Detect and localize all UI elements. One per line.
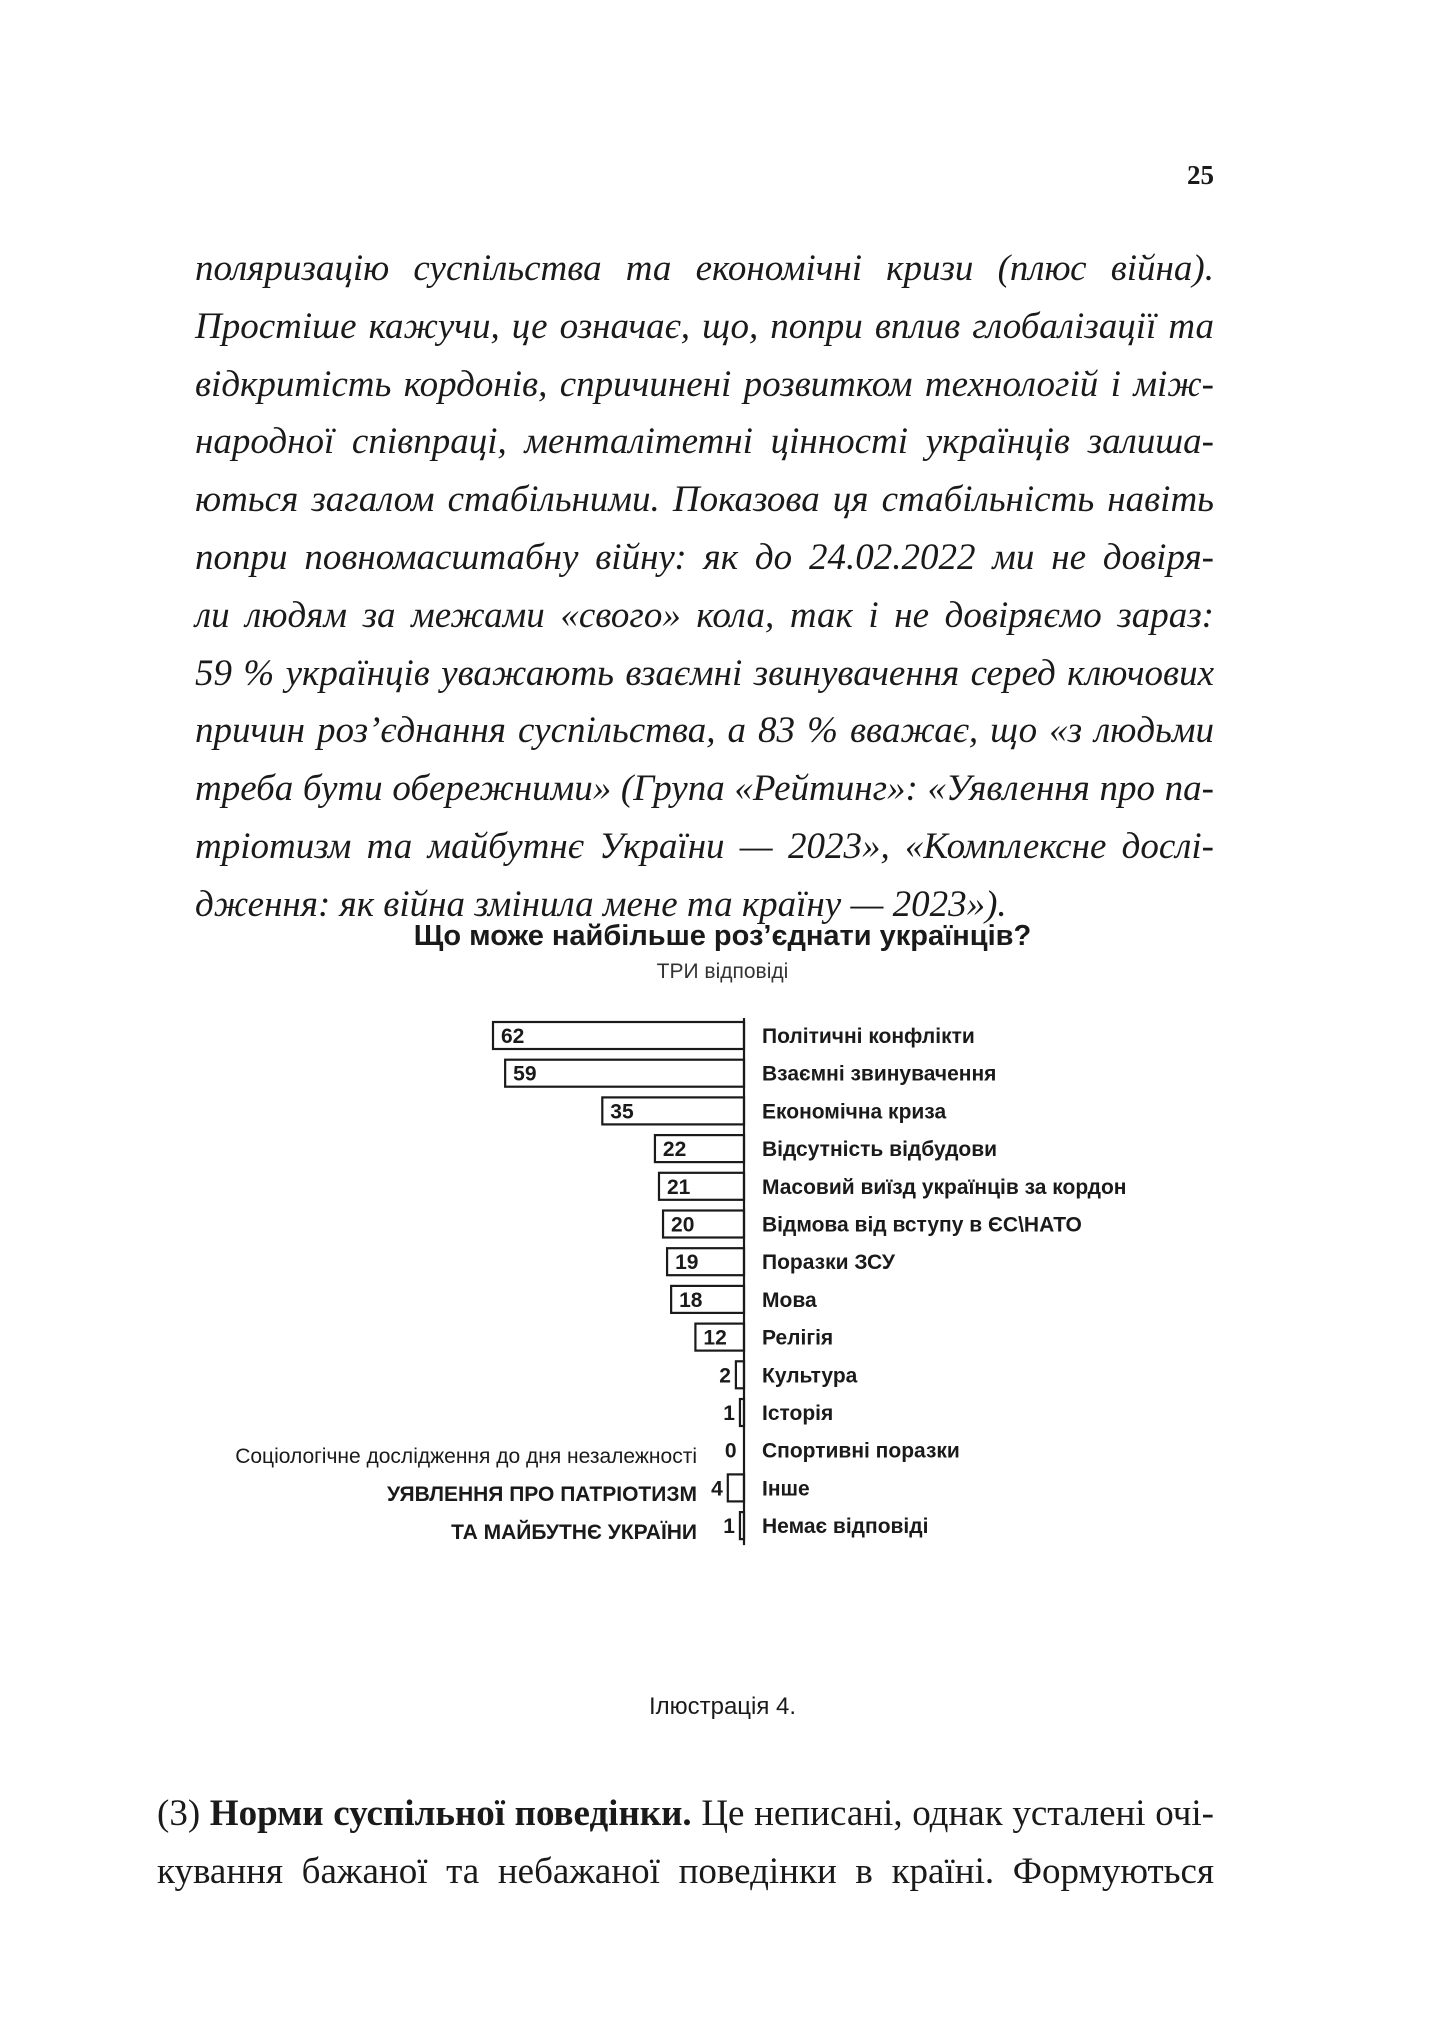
bar <box>505 1060 744 1087</box>
paragraph-line: народної співпраці, менталітетні цінності українців залиша- <box>195 421 1214 463</box>
chart-row <box>725 1440 960 1463</box>
paragraph-line: попри повномасштабну війну: як до 24.02.2022 ми не довіря- <box>195 536 1214 578</box>
chart-row <box>719 1361 857 1388</box>
category-label: Економічна криза <box>762 1100 947 1124</box>
category-label: Інше <box>762 1477 810 1501</box>
body-paragraph <box>157 1785 1214 1901</box>
chart-row <box>659 1173 1127 1200</box>
bar-value-label: 18 <box>679 1288 703 1312</box>
paragraph-line: тріотизм та майбутнє України — 2023», «Комплексне дослі- <box>195 825 1214 867</box>
section-number: (3) <box>157 1793 210 1834</box>
bar-value-label: 19 <box>675 1251 699 1275</box>
paragraph-line: треба бути обережними» (Група «Рейтинг»: «Уявлення про па- <box>195 768 1214 810</box>
category-label: Спортивні поразки <box>762 1439 960 1463</box>
bar-value-label: 1 <box>723 1515 735 1539</box>
chart-row <box>667 1248 896 1275</box>
bar-value-label: 59 <box>513 1062 537 1086</box>
category-label: Культура <box>762 1364 858 1388</box>
paragraph-line: ються загалом стабільними. Показова ця стабільність навіть <box>195 479 1214 521</box>
category-label: Немає відповіді <box>762 1515 929 1539</box>
paragraph-line <box>157 1785 1214 1843</box>
chart-row <box>723 1399 833 1426</box>
category-label: Взаємні звинувачення <box>762 1062 997 1086</box>
paragraph-line: причин роз’єднання суспільства, а 83 % вважає, що «з людьми <box>195 710 1214 752</box>
page-number: 25 <box>1187 160 1214 190</box>
paragraph-text: Це неписані, однак усталені очі- <box>691 1793 1214 1834</box>
paragraph-line: 59 % українців уважають взаємні звинувачення серед ключових <box>195 652 1214 694</box>
chart-row <box>711 1474 810 1501</box>
category-label: Мова <box>762 1288 817 1312</box>
source-note: Соціологічне дослідження до дня незалежності <box>235 1445 697 1468</box>
bar-value-label: 12 <box>703 1326 727 1350</box>
chart-row <box>602 1097 946 1124</box>
figure-caption: Ілюстрація 4. <box>648 1693 797 1720</box>
chart-row <box>723 1512 928 1539</box>
category-label: Політичні конфлікти <box>762 1025 975 1048</box>
bar <box>736 1361 744 1388</box>
bar-value-label: 1 <box>723 1402 735 1425</box>
chart-subtitle: ТРИ відповіді <box>656 960 789 983</box>
source-title-line-1: УЯВЛЕННЯ ПРО ПАТРІОТИЗМ <box>386 1483 697 1506</box>
paragraph-line: поляризацію суспільства та економічні кризи (плюс війна). <box>195 248 1214 289</box>
chart-row <box>663 1211 1082 1238</box>
chart-row <box>505 1060 996 1087</box>
bar-value-label: 2 <box>719 1364 731 1388</box>
chart-title: Що може найбільше роз’єднати українців? <box>413 920 1032 952</box>
bar <box>728 1474 744 1501</box>
paragraph-line: ли людям за межами «свого» кола, так і не довіряємо зараз: <box>195 594 1214 636</box>
bar-value-label: 22 <box>662 1138 687 1162</box>
paragraph-line: дження: як війна змінила мене та країну — 2023»). <box>195 883 1007 925</box>
paragraph-line: відкритість кордонів, спричинені розвитком технологій і між- <box>195 363 1214 405</box>
bar <box>493 1022 744 1049</box>
bar-value-label: 62 <box>501 1025 525 1048</box>
paragraph-line: кування бажаної та небажаної поведінки в країні. Формуються <box>157 1851 1214 1892</box>
category-label: Відмова від вступу в ЄС\НАТО <box>762 1213 1082 1237</box>
section-heading: Норми суспільної поведінки. <box>209 1793 692 1834</box>
category-label: Відсутність відбудови <box>762 1138 998 1162</box>
bar-value-label: 4 <box>711 1477 723 1501</box>
category-label: Поразки ЗСУ <box>762 1251 895 1275</box>
bar-value-label: 20 <box>671 1213 695 1237</box>
chart-row <box>655 1135 997 1162</box>
chart-row <box>493 1022 975 1049</box>
bar-value-label: 0 <box>724 1439 737 1463</box>
category-label: Масовий виїзд українців за кордон <box>762 1175 1127 1199</box>
bar-value-label: 35 <box>610 1100 634 1124</box>
category-label: Релігія <box>762 1326 834 1350</box>
category-label: Історія <box>762 1402 834 1425</box>
bar-value-label: 21 <box>666 1175 691 1199</box>
chart-row <box>695 1324 833 1351</box>
source-title-line-2: ТА МАЙБУТНЄ УКРАЇНИ <box>451 1521 697 1544</box>
paragraph-line: Простіше кажучи, це означає, що, попри вплив глобалізації та <box>195 305 1214 347</box>
